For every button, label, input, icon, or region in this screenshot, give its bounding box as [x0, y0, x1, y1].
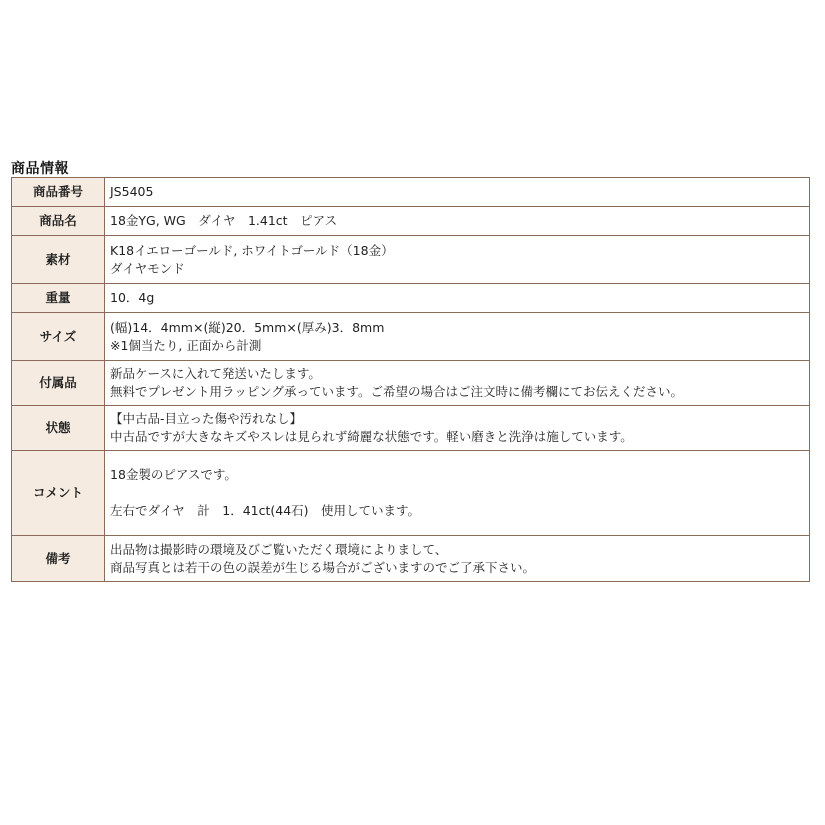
- table-row: [12, 284, 810, 313]
- section-title: 商品情報: [11, 161, 69, 177]
- row-value-weight: [105, 284, 810, 313]
- row-label-material: 素材: [12, 236, 105, 284]
- value-line: 新品ケースに入れて発送いたします。: [110, 366, 321, 381]
- value-line: 18金YG, WG ダイヤ 1.41ct ピアス: [110, 213, 338, 228]
- row-label-product-number: 商品番号: [12, 178, 105, 207]
- value-line: ※1個当たり, 正面から計測: [110, 337, 262, 353]
- value-line: 【中古品-目立った傷や汚れなし】: [110, 411, 303, 426]
- table-row: [12, 178, 810, 207]
- product-info-table: [11, 177, 810, 582]
- row-label-product-name: 商品名: [12, 207, 105, 236]
- value-line: 商品写真とは若干の色の誤差が生じる場合がございますのでご了承下さい。: [110, 559, 536, 575]
- row-value-notes: [105, 536, 810, 582]
- value-line: (幅)14．4mm×(縦)20．5mm×(厚み)3．8mm: [110, 319, 385, 335]
- row-label-size: サイズ: [12, 313, 105, 361]
- blank-line: [110, 484, 804, 502]
- row-value-condition: [105, 406, 810, 451]
- value-line: 出品物は撮影時の環境及びご覧いただく環境によりまして、: [110, 541, 448, 557]
- value-line: 10．4g: [110, 290, 155, 305]
- value-line: 左右でダイヤ 計 1．41ct(44石) 使用しています。: [110, 503, 421, 518]
- row-label-weight: 重量: [12, 284, 105, 313]
- value-line: ダイヤモンド: [110, 260, 185, 276]
- table-row: [12, 406, 810, 451]
- row-value-size: [105, 313, 810, 361]
- value-line: JS5405: [110, 184, 154, 199]
- value-line: 中古品ですが大きなキズやスレは見られず綺麗な状態です。軽い磨きと洗浄は施しています。: [110, 429, 633, 444]
- table-row: [12, 313, 810, 361]
- row-label-accessories: 付属品: [12, 361, 105, 406]
- row-value-material: [105, 236, 810, 284]
- table-row: [12, 451, 810, 536]
- value-line: 無料でプレゼント用ラッピング承っています。ご希望の場合はご注文時に備考欄にてお伝えください。: [110, 384, 684, 399]
- row-value-comment: [105, 451, 810, 536]
- row-value-accessories: [105, 361, 810, 406]
- table-row: [12, 361, 810, 406]
- value-line: K18イエローゴールド, ホワイトゴールド（18金）: [110, 242, 394, 258]
- table-row: [12, 236, 810, 284]
- table-row: [12, 207, 810, 236]
- row-label-comment: コメント: [12, 451, 105, 536]
- row-value-product-name: [105, 207, 810, 236]
- table-row: [12, 536, 810, 582]
- row-value-product-number: [105, 178, 810, 207]
- value-line: 18金製のピアスです。: [110, 467, 237, 482]
- row-label-condition: 状態: [12, 406, 105, 451]
- row-label-notes: 備考: [12, 536, 105, 582]
